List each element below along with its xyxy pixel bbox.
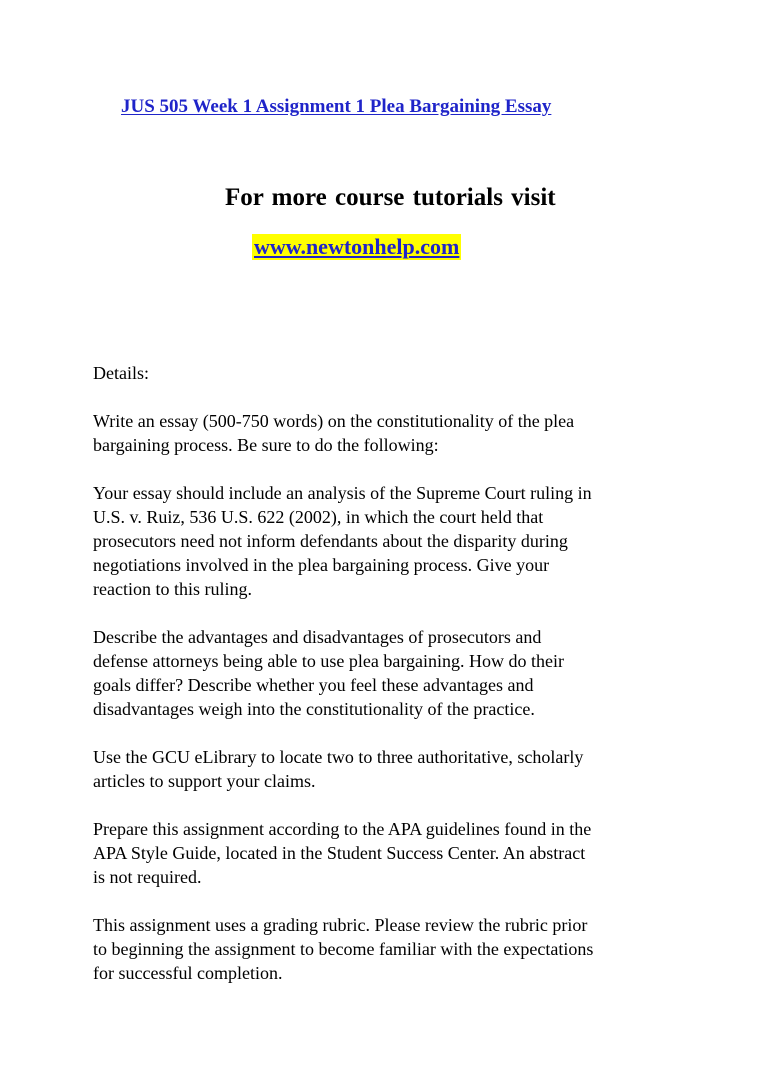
paragraph-line: reaction to this ruling.: [93, 579, 252, 599]
paragraph-line: Prepare this assignment according to the APA guidelines found in the: [93, 819, 592, 839]
promo-heading: For more course tutorials visit: [225, 184, 556, 211]
paragraph-elibrary: [93, 745, 683, 793]
paragraph-line: prosecutors need not inform defendants about the disparity during: [93, 531, 568, 551]
paragraph-line: Your essay should include an analysis of the Supreme Court ruling in: [93, 483, 592, 503]
paragraph-advantages: [93, 625, 683, 721]
paragraph-rubric: [93, 913, 683, 985]
paragraph-line: is not required.: [93, 867, 202, 887]
paragraph-line: negotiations involved in the plea bargaining process. Give your: [93, 555, 550, 575]
paragraph-details: [93, 361, 683, 385]
paragraph-line: APA Style Guide, located in the Student Success Center. An abstract: [93, 843, 586, 863]
paragraph-line: goals differ? Describe whether you feel these advantages and: [93, 675, 534, 695]
paragraph-line: Write an essay (500-750 words) on the constitutionality of the plea: [93, 411, 575, 431]
paragraph-line: This assignment uses a grading rubric. Please review the rubric prior: [93, 915, 588, 935]
paragraph-line: Details:: [93, 363, 149, 383]
paragraph-line: defense attorneys being able to use plea bargaining. How do their: [93, 651, 565, 671]
paragraph-line: for successful completion.: [93, 963, 283, 983]
paragraph-line: Use the GCU eLibrary to locate two to three authoritative, scholarly: [93, 747, 584, 767]
paragraph-line: disadvantages weigh into the constitutionality of the practice.: [93, 699, 535, 719]
paragraph-line: U.S. v. Ruiz, 536 U.S. 622 (2002), in which the court held that: [93, 507, 544, 527]
paragraph-supreme-court: [93, 481, 683, 601]
paragraph-line: articles to support your claims.: [93, 771, 316, 791]
promo-link[interactable]: www.newtonhelp.com: [254, 234, 460, 259]
document-title: JUS 505 Week 1 Assignment 1 Plea Bargaining Essay: [121, 96, 552, 117]
paragraph-apa: [93, 817, 683, 889]
paragraph-line: to beginning the assignment to become familiar with the expectations: [93, 939, 594, 959]
paragraph-line: bargaining process. Be sure to do the following:: [93, 435, 439, 455]
paragraph-line: Describe the advantages and disadvantages of prosecutors and: [93, 627, 542, 647]
paragraph-essay-task: [93, 409, 683, 457]
document-body: [93, 361, 683, 1009]
